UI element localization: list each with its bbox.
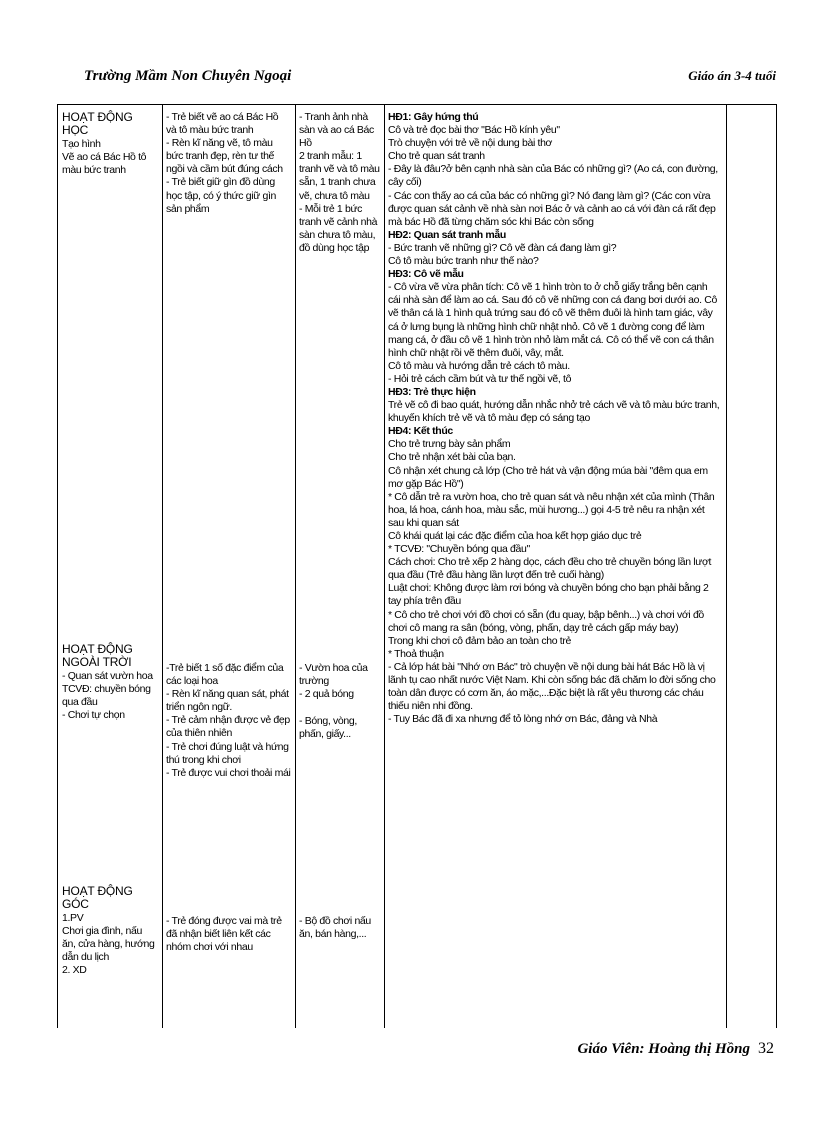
activity-title: HOẠT ĐỘNG HỌC	[62, 110, 133, 138]
activity-line: Chơi gia đình, nấu ăn, cửa hàng, hướng dẫn du lịch	[62, 924, 155, 964]
activity-step-line: Cho trẻ quan sát tranh	[388, 150, 485, 163]
detail-text	[384, 105, 726, 726]
activity-step-line: * Cô cho trẻ chơi với đồ chơi có sẵn (đu quay, bập bênh...) và chơi với đồ chơi cô mang ra sân (bóng, vòng, phấn, dạy trẻ cách gấp máy bay)	[388, 608, 704, 634]
activity-block-study	[58, 111, 162, 177]
activity-step-heading: HĐ2: Quan sát tranh mẫu	[388, 228, 506, 241]
activity-step-line: Cô khái quát lại các đặc điểm của hoa kết hợp giáo dục trẻ	[388, 530, 642, 542]
teacher-name: Giáo Viên: Hoàng thị Hồng	[577, 1041, 750, 1057]
material-line: - Vườn hoa của trường	[299, 662, 368, 688]
column-materials	[295, 105, 385, 1028]
activity-step-line: Cho trẻ nhận xét bài của bạn.	[388, 451, 516, 464]
column-activities-detail	[384, 105, 727, 1028]
activity-step-line: - Tuy Bác đã đi xa nhưng để tỏ lòng nhớ ơn Bác, đảng và Nhà	[388, 713, 658, 726]
materials-block-corner	[295, 915, 384, 941]
page-number: 32	[758, 1040, 774, 1057]
page-footer	[577, 1040, 774, 1058]
activity-block-corner	[58, 885, 162, 977]
activity-step-line: Trẻ vẽ cô đi bao quát, hướng dẫn nhắc nhở trẻ cách vẽ và tô màu bức tranh, khuyến khích trẻ vẽ và tô màu đẹp có sáng tạo	[388, 399, 720, 425]
activity-line: - Chơi tự chọn	[62, 709, 125, 722]
objective-line: - Rèn kĩ năng quan sát, phát triển ngôn ngữ.	[166, 688, 289, 714]
objective-line: - Trẻ chơi đúng luật và hứng thú trong khi chơi	[166, 740, 289, 766]
objective-line: - Trẻ biết vẽ ao cá Bác Hồ và tô màu bức tranh	[166, 111, 279, 137]
column-objectives	[162, 105, 296, 1028]
column-notes	[726, 105, 777, 1028]
school-name: Trường Mầm Non Chuyên Ngoại	[84, 68, 292, 84]
activity-step-line: Cô tô màu và hướng dẫn trẻ cách tô màu.	[388, 359, 570, 372]
activity-step-line: Luật chơi: Không được làm rơi bóng và chuyền bóng cho bạn phải bằng 2 tay phía trên đầu	[388, 582, 709, 608]
column-activity	[58, 105, 163, 1028]
activity-step-line: - Các con thấy ao cá của bác có những gì? Nó đang làm gì? (Các con vừa được quan sát cảnh về nhà sàn nơi Bác ở và cảnh ao cá với đàn cá rất đẹp mà bác Hồ đã từng chăm sóc khi Bác còn sống	[388, 189, 716, 228]
objective-line: - Trẻ đóng được vai mà trẻ đã nhận biết liên kết các nhóm chơi với nhau	[166, 915, 282, 954]
activity-step-line: Trong khi chơi cô đảm bảo an toàn cho trẻ	[388, 634, 572, 647]
material-line: - Bộ đồ chơi nấu ăn, bán hàng,...	[299, 915, 371, 941]
material-line: - Bóng, vòng, phấn, giấy...	[299, 715, 357, 741]
activity-title: HOẠT ĐỘNG GÓC	[62, 884, 133, 912]
activity-step-heading: HĐ4: Kết thúc	[388, 425, 453, 438]
activity-step-line: Cách chơi: Cho trẻ xếp 2 hàng dọc, cách đều cho trẻ chuyền bóng lần lượt qua đầu (Trẻ đầu hàng lần lượt đến trẻ cuối hàng)	[388, 556, 712, 582]
objective-line: - Rèn kĩ năng vẽ, tô màu bức tranh đẹp, rèn tư thế ngồi và cầm bút đúng cách	[166, 137, 283, 176]
materials-block-study	[295, 111, 384, 255]
activity-step-line: Cô nhận xét chung cả lớp (Cho trẻ hát và vận động múa bài "đêm qua em mơ gặp Bác Hồ")	[388, 464, 708, 490]
activity-step-line: * Cô dẫn trẻ ra vườn hoa, cho trẻ quan sát và nêu nhận xét của mình (Thân hoa, lá hoa, cánh hoa, màu sắc, mùi hương...) gọi 4-5 trẻ nêu ra nhận xét sau khi quan sát	[388, 490, 715, 529]
objectives-block-study	[162, 111, 295, 216]
activity-step-line: Trò chuyện với trẻ về nội dung bài thơ	[388, 137, 553, 150]
objective-line: - Trẻ cảm nhận được vẻ đẹp của thiên nhiên	[166, 714, 290, 740]
objective-line: - Trẻ biết giữ gìn đồ dùng học tập, có ý thức giữ gìn sản phẩm	[166, 176, 277, 215]
activity-line: Tạo hình	[62, 137, 101, 150]
activity-step-line: * TCVĐ: "Chuyền bóng qua đầu"	[388, 543, 530, 556]
objectives-block-outdoor	[162, 662, 295, 780]
activity-title: HOẠT ĐỘNG NGOÀI TRỜI	[62, 642, 133, 670]
activity-line: - Quan sát vườn hoa	[62, 669, 153, 682]
activity-step-line: * Thoả thuận	[388, 647, 444, 660]
activity-line: TCVĐ: chuyền bóng qua đầu	[62, 682, 151, 708]
activity-step-line: - Cô vừa vẽ vừa phân tích: Cô vẽ 1 hình tròn to ở chỗ giấy trắng bên cạnh cái nhà sàn để làm ao cá. Sau đó cô vẽ những con cá đang bơi dưới ao. Cô vẽ thân cá là 1 hình quả trứng sau đó cô vẽ thêm đuôi là hình tam giác, vây cá ở lưng bụng là những hình chữ nhật nhỏ. Cô vẽ 1 đường cong để làm mang cá, ở đầu cô vẽ 1 hình tròn nhỏ làm mắt cá. Cô có thể vẽ con cá thân hình chữ nhật rồi vẽ thêm đuôi, vây, mắt.	[388, 281, 717, 359]
activity-step-line: - Hỏi trẻ cách cầm bút và tư thế ngồi vẽ, tô	[388, 372, 572, 385]
material-line: - 2 quả bóng	[299, 688, 354, 701]
lesson-plan-table	[57, 104, 777, 1028]
page-header	[84, 64, 776, 90]
materials-block-outdoor	[295, 662, 384, 741]
material-line: - Tranh ảnh nhà sàn và ao cá Bác Hồ	[299, 111, 374, 150]
lesson-plan-label: Giáo án 3-4 tuổi	[688, 68, 776, 83]
objectives-block-corner	[162, 915, 295, 954]
material-line: - Mỗi trẻ 1 bức tranh vẽ cảnh nhà sàn chưa tô màu, đồ dùng học tập	[299, 202, 378, 254]
activity-step-heading: HĐ3: Cô vẽ mẫu	[388, 268, 464, 281]
material-line: 2 tranh mẫu: 1 tranh vẽ và tô màu sẵn, 1 tranh chưa vẽ, chưa tô màu	[299, 150, 380, 202]
objective-line: - Trẻ được vui chơi thoải mái	[166, 766, 291, 779]
activity-step-heading: HĐ3: Trẻ thực hiện	[388, 385, 476, 398]
activity-step-heading: HĐ1: Gây hứng thú	[388, 111, 479, 123]
activity-step-line: - Cả lớp hát bài "Nhớ ơn Bác" trò chuyện về nội dung bài hát Bác Hồ là vị lãnh tụ cao nhất nước Việt Nam. Khi còn sống bác đã chăm lo đời sống cho toàn dân được có cơm ăn, áo mặc,...Đặc biệt là rất yêu thương các cháu thiếu niên nhi đồng.	[388, 660, 716, 713]
activity-step-line: Cô và trẻ đọc bài thơ "Bác Hồ kính yêu"	[388, 124, 560, 137]
activity-step-line: Cho trẻ trưng bày sản phẩm	[388, 438, 511, 451]
activity-step-line: - Bức tranh vẽ những gì? Cô vẽ đàn cá đang làm gì?	[388, 241, 617, 254]
activity-step-line: Cô tô màu bức tranh như thế nào?	[388, 255, 539, 268]
activity-line: 2. XD	[62, 964, 87, 977]
activity-step-line: - Đây là đâu?ở bên cạnh nhà sàn của Bác có những gì? (Ao cá, con đường, cây cối)	[388, 163, 718, 189]
activity-line: 1.PV	[62, 911, 84, 924]
activity-block-outdoor	[58, 643, 162, 722]
activity-line: Vẽ ao cá Bác Hồ tô màu bức tranh	[62, 150, 147, 176]
objective-line: -Trẻ biết 1 số đặc điểm của các loại hoa	[166, 662, 284, 688]
